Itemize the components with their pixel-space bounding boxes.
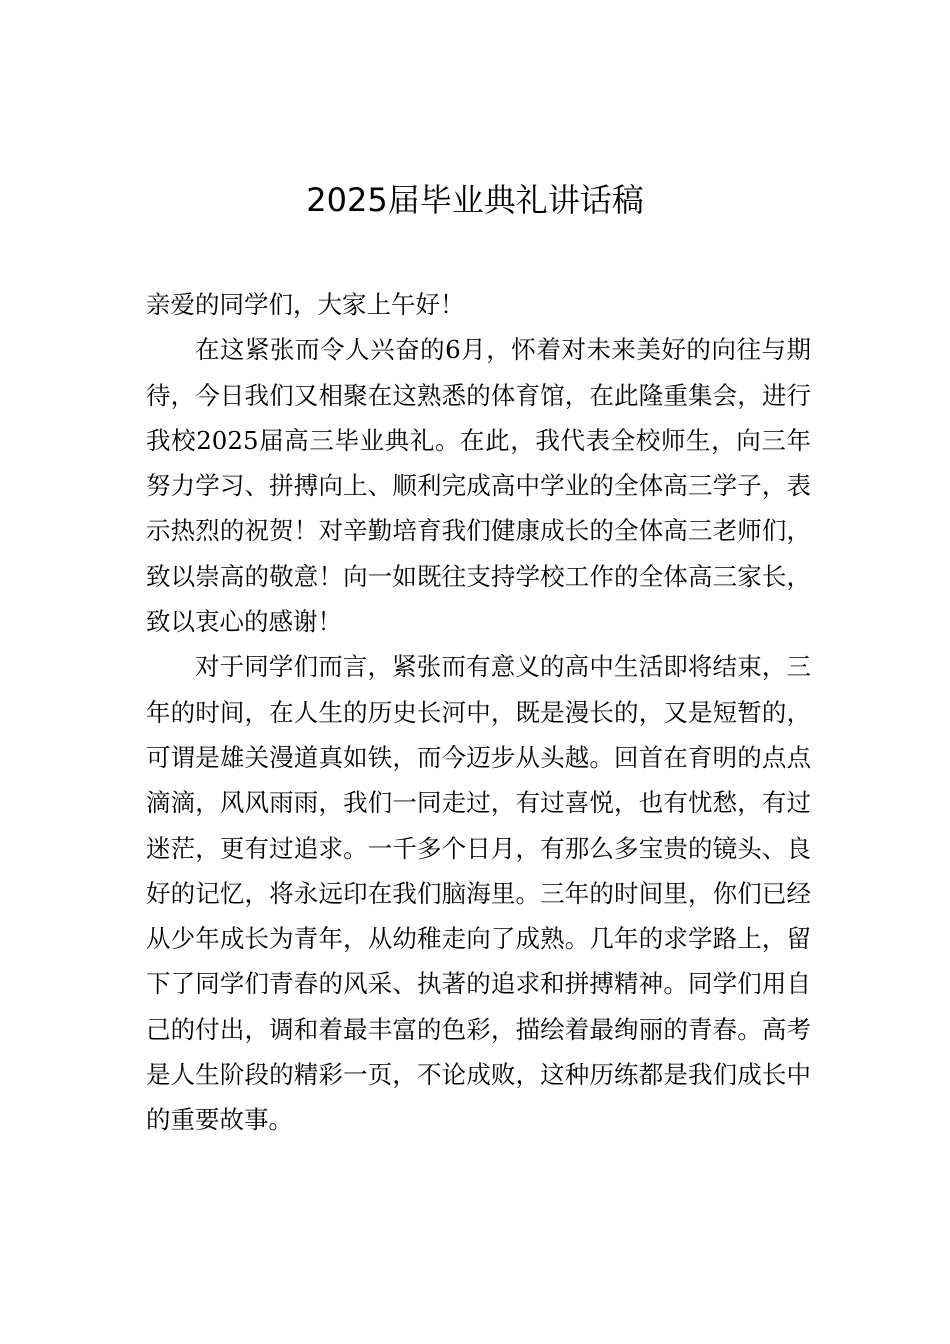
document-title: 2025届毕业典礼讲话稿 <box>306 181 644 219</box>
paragraph-2: 对于同学们而言，紧张而有意义的高中生活即将结束，三年的时间，在人生的历史长河中，既是漫长的，又是短暂的，可谓是雄关漫道真如铁，而今迈步从头越。回首在育明的点点滴滴，风风雨雨，我们一同走过，有过喜悦，也有忧愁，有过迷茫，更有过追求。一千多个日月，有那么多宝贵的镜头、良好的记忆，将永远印在我们脑海里。三年的时间里，你们已经从少年成长为青年，从幼稚走向了成熟。几年的求学路上，留下了同学们青春的风采、执著的追求和拼搏精神。同学们用自己的付出，调和着最丰富的色彩，描绘着最绚丽的青春。高考是人生阶段的精彩一页，不论成败，这种历练都是我们成长中的重要故事。 <box>146 652 811 1135</box>
document-body <box>146 282 811 1143</box>
paragraph-1: 在这紧张而令人兴奋的6月，怀着对未来美好的向往与期待，今日我们又相聚在这熟悉的体育馆，在此隆重集会，进行我校2025届高三毕业典礼。在此，我代表全校师生，向三年努力学习、拼搏向上、顺利完成高中学业的全体高三学子，表示热烈的祝贺！对辛勤培育我们健康成长的全体高三老师们，致以崇高的敬意！向一如既往支持学校工作的全体高三家长，致以衷心的感谢！ <box>146 335 811 637</box>
salutation: 亲爱的同学们，大家上午好！ <box>146 290 465 319</box>
